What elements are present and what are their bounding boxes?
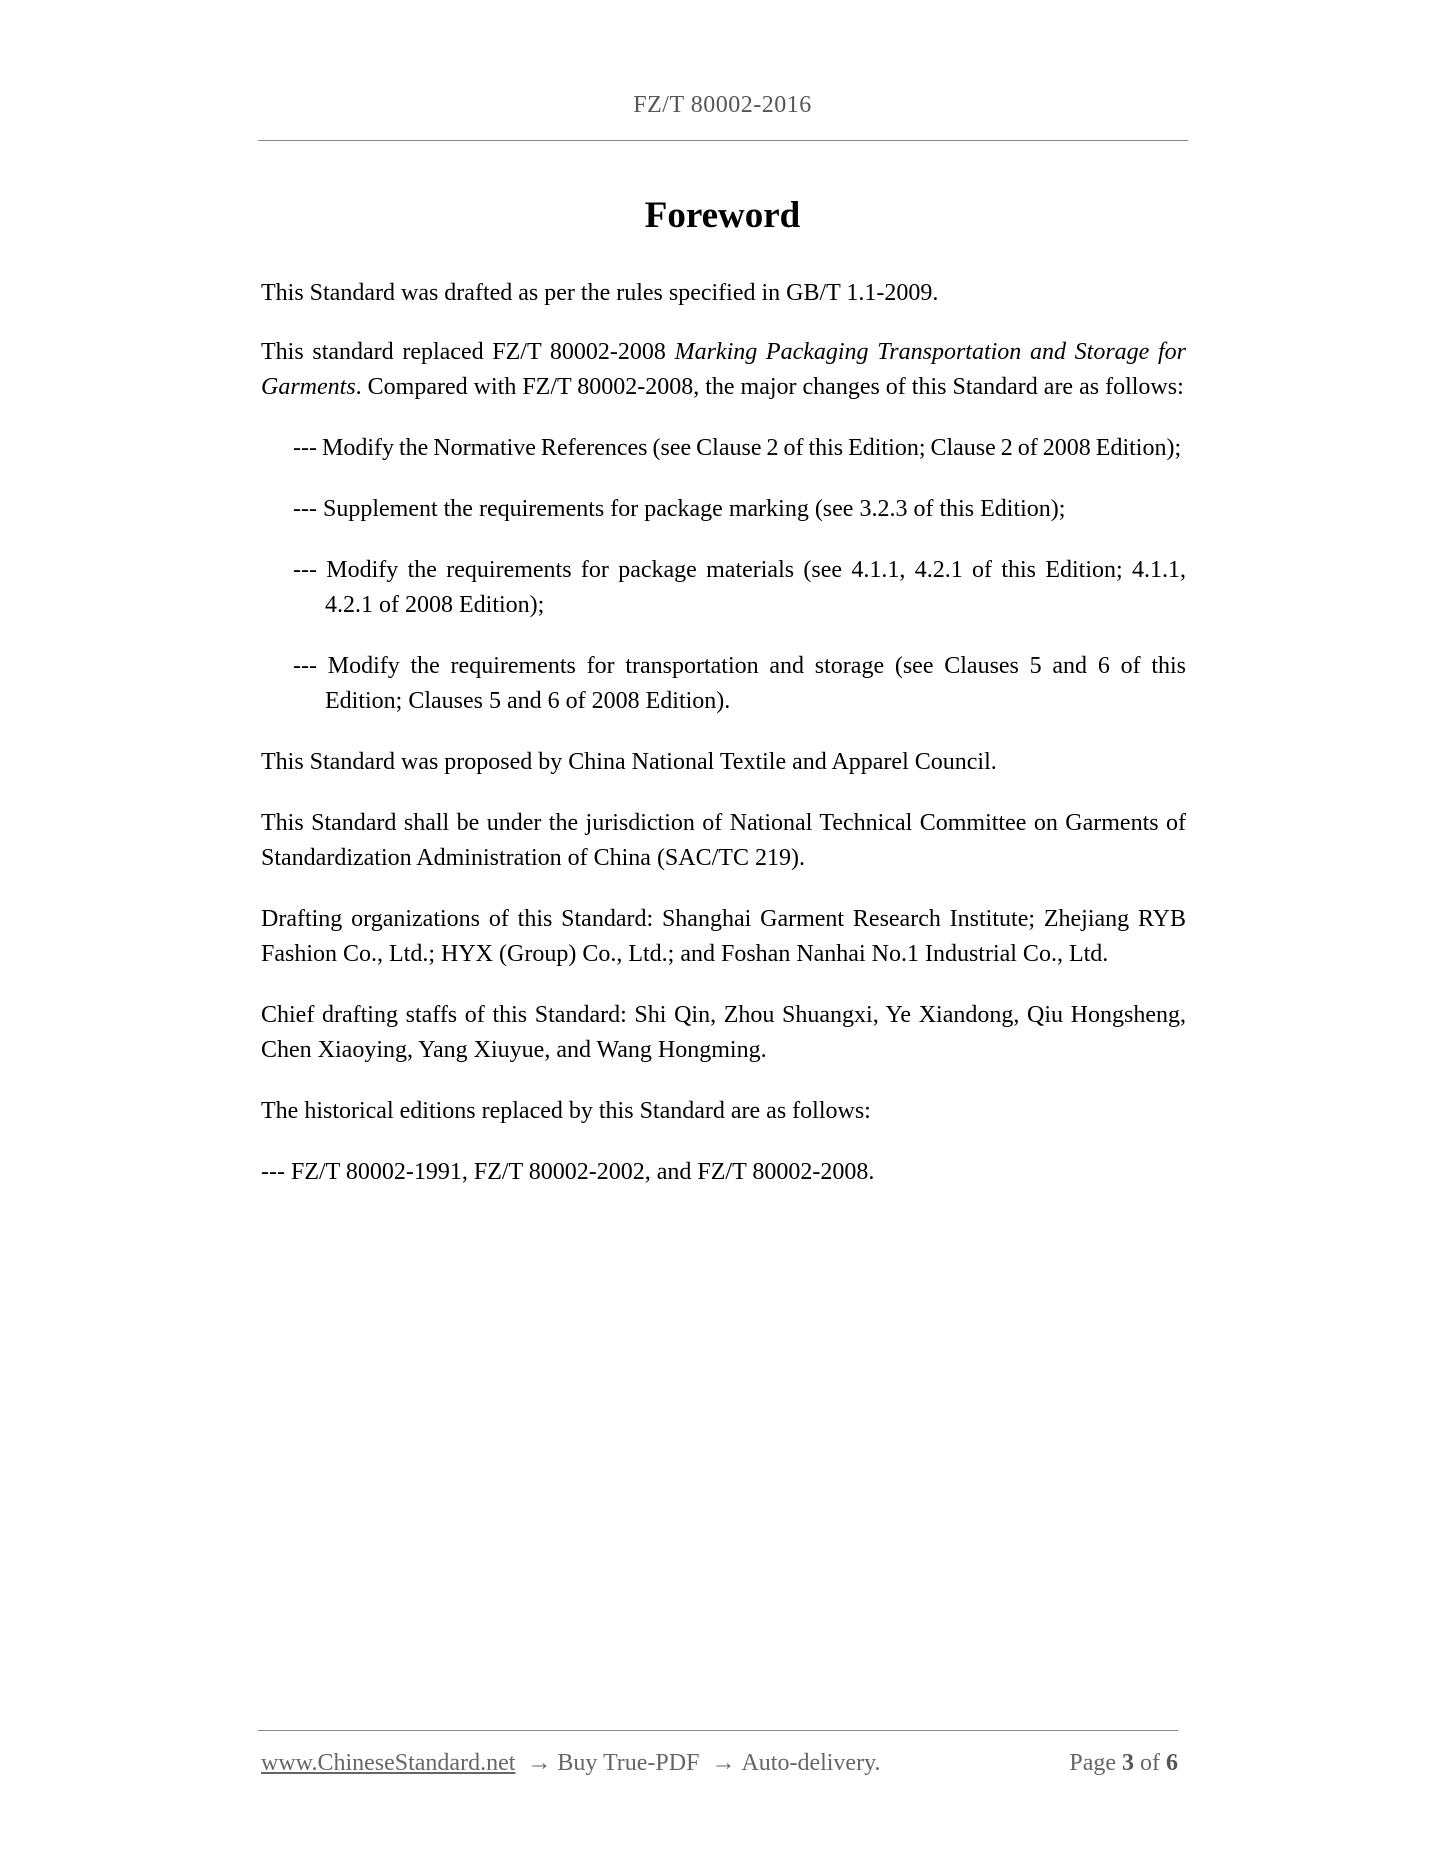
buy-pdf-text: Buy True-PDF bbox=[557, 1750, 700, 1776]
paragraph-drafting-organizations: Drafting organizations of this Standard: Shanghai Garment Research Institute; Zhejiang RYB Fashion Co., Ltd.; HYX (Group) Co., Ltd.; and Foshan Nanhai No.1 Industrial Co., Ltd. bbox=[261, 906, 1186, 967]
page-label: Page bbox=[1069, 1750, 1116, 1776]
paragraph-replaced-standard bbox=[261, 335, 1186, 405]
list-item: --- Modify the requirements for package materials (see 4.1.1, 4.2.1 of this Edition; 4.1.1, 4.2.1 of 2008 Edition); bbox=[293, 557, 1186, 618]
website-link[interactable]: www.ChineseStandard.net bbox=[261, 1750, 516, 1776]
auto-delivery-text: Auto-delivery. bbox=[741, 1750, 881, 1776]
paragraph-proposed-by: This Standard was proposed by China National Textile and Apparel Council. bbox=[261, 749, 997, 775]
header-divider bbox=[258, 140, 1188, 141]
list-item: --- Supplement the requirements for package marking (see 3.2.3 of this Edition); bbox=[293, 496, 1066, 522]
arrow-right-icon: → bbox=[527, 1750, 552, 1776]
page-total: 6 bbox=[1166, 1750, 1178, 1776]
foreword-body bbox=[261, 276, 1186, 1216]
paragraph-drafting-staff: Chief drafting staffs of this Standard: Shi Qin, Zhou Shuangxi, Ye Xiandong, Qiu Hongsheng, Chen Xiaoying, Yang Xiuyue, and Wang Hongming. bbox=[261, 1002, 1186, 1063]
arrow-right-icon: → bbox=[711, 1750, 736, 1776]
paragraph-jurisdiction: This Standard shall be under the jurisdiction of National Technical Committee on Garments of Standardization Administration of China (SAC/TC 219). bbox=[261, 810, 1186, 871]
header-standard-code: FZ/T 80002-2016 bbox=[633, 92, 812, 118]
replaced-standard-title: Marking Packaging Transportation and Storage for Garments bbox=[261, 339, 1187, 400]
replaced-standard-suffix: . Compared with FZ/T 80002-2008, the major changes of this Standard are as follows: bbox=[355, 374, 1184, 400]
page-current: 3 bbox=[1122, 1750, 1134, 1776]
footer-promo bbox=[261, 1750, 881, 1777]
paragraph-drafting-rules: This Standard was drafted as per the rules specified in GB/T 1.1-2009. bbox=[261, 280, 939, 306]
page-title: Foreword bbox=[644, 195, 801, 236]
list-item: --- Modify the Normative References (see Clause 2 of this Edition; Clause 2 of 2008 Edition); bbox=[293, 435, 1182, 461]
page-of-label: of bbox=[1140, 1750, 1160, 1776]
list-item: --- Modify the requirements for transportation and storage (see Clauses 5 and 6 of this Edition; Clauses 5 and 6 of 2008 Edition). bbox=[293, 653, 1186, 714]
paragraph-edition-list: --- FZ/T 80002-1991, FZ/T 80002-2002, and FZ/T 80002-2008. bbox=[261, 1159, 875, 1185]
replaced-standard-prefix: This standard replaced FZ/T 80002-2008 bbox=[261, 339, 675, 365]
footer-divider bbox=[258, 1730, 1178, 1731]
paragraph-historical-editions: The historical editions replaced by this Standard are as follows: bbox=[261, 1098, 871, 1124]
page-number bbox=[1069, 1750, 1178, 1777]
